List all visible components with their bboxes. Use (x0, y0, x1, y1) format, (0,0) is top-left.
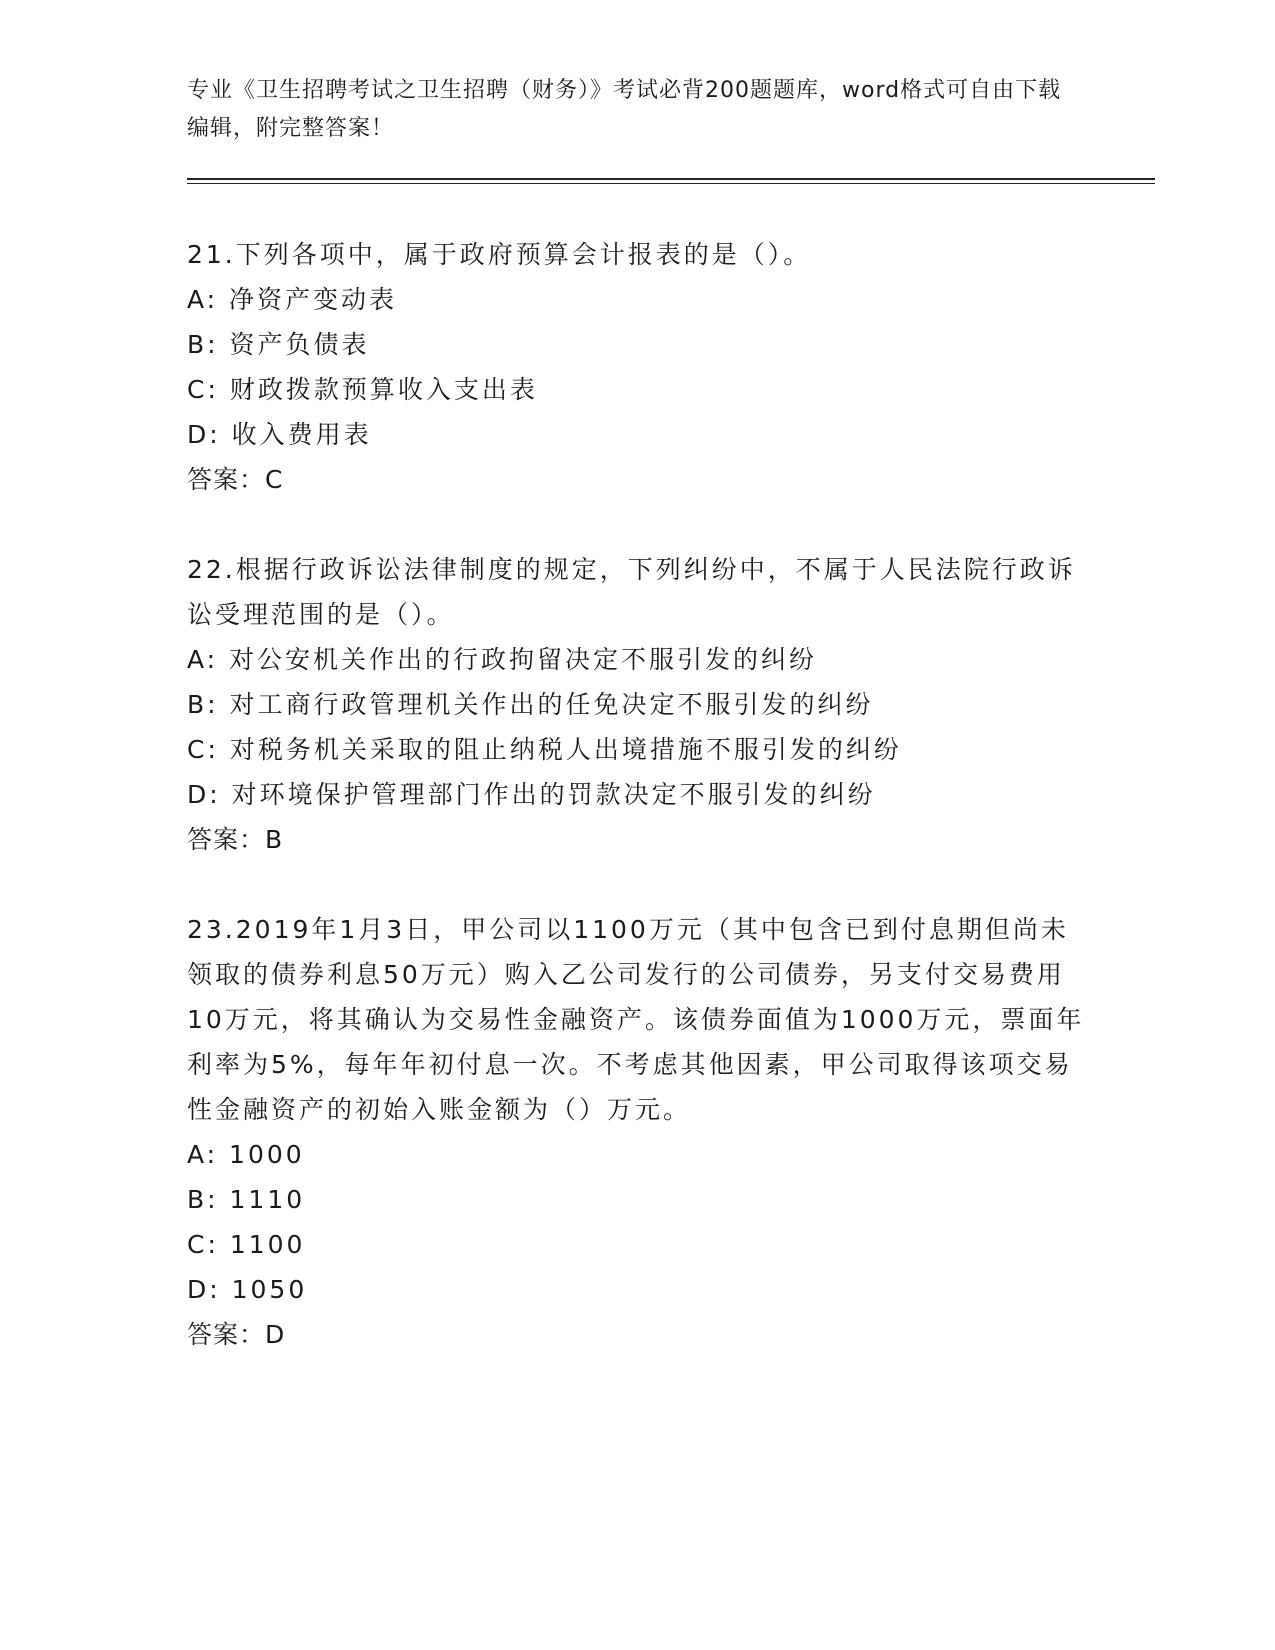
option-b: B: 资产负债表 (187, 330, 370, 359)
answer-line: 答案：D (187, 1320, 286, 1349)
answer-line: 答案：B (187, 825, 284, 854)
option-b: B: 对工商行政管理机关作出的任免决定不服引发的纠纷 (187, 690, 874, 719)
option-d: D: 收入费用表 (187, 420, 372, 449)
option-a: A: 净资产变动表 (187, 285, 398, 314)
question-23 (187, 907, 1087, 1357)
question-text: 22.根据行政诉讼法律制度的规定，下列纠纷中，不属于人民法院行政诉讼受理范围的是（）。 (187, 555, 1076, 629)
option-c: C: 1100 (187, 1230, 306, 1259)
question-list (187, 232, 1087, 1402)
question-21 (187, 232, 1087, 502)
question-text: 21.下列各项中，属于政府预算会计报表的是（）。 (187, 240, 812, 269)
option-c: C: 财政拨款预算收入支出表 (187, 375, 538, 404)
option-a: A: 对公安机关作出的行政拘留决定不服引发的纠纷 (187, 645, 818, 674)
option-a: A: 1000 (187, 1140, 305, 1169)
option-d: D: 对环境保护管理部门作出的罚款决定不服引发的纠纷 (187, 780, 876, 809)
option-b: B: 1110 (187, 1185, 306, 1214)
header-divider-thin (187, 183, 1155, 184)
option-d: D: 1050 (187, 1275, 308, 1304)
option-c: C: 对税务机关采取的阻止纳税人出境措施不服引发的纠纷 (187, 735, 902, 764)
header-divider-thick (187, 178, 1155, 180)
question-22 (187, 547, 1087, 862)
question-text: 23.2019年1月3日，甲公司以1100万元（其中包含已到付息期但尚未领取的债券利息50万元）购入乙公司发行的公司债券，另支付交易费用10万元，将其确认为交易性金融资产。该债券面值为1000万元，票面年利率为5%，每年年初付息一次。不考虑其他因素，甲公司取得该项交易性金融资产的初始入账金额为（）万元。 (187, 915, 1085, 1124)
answer-line: 答案：C (187, 465, 284, 494)
document-header: 专业《卫生招聘考试之卫生招聘（财务）》考试必背200题题库，word格式可自由下载编辑，附完整答案！ (187, 78, 1062, 141)
